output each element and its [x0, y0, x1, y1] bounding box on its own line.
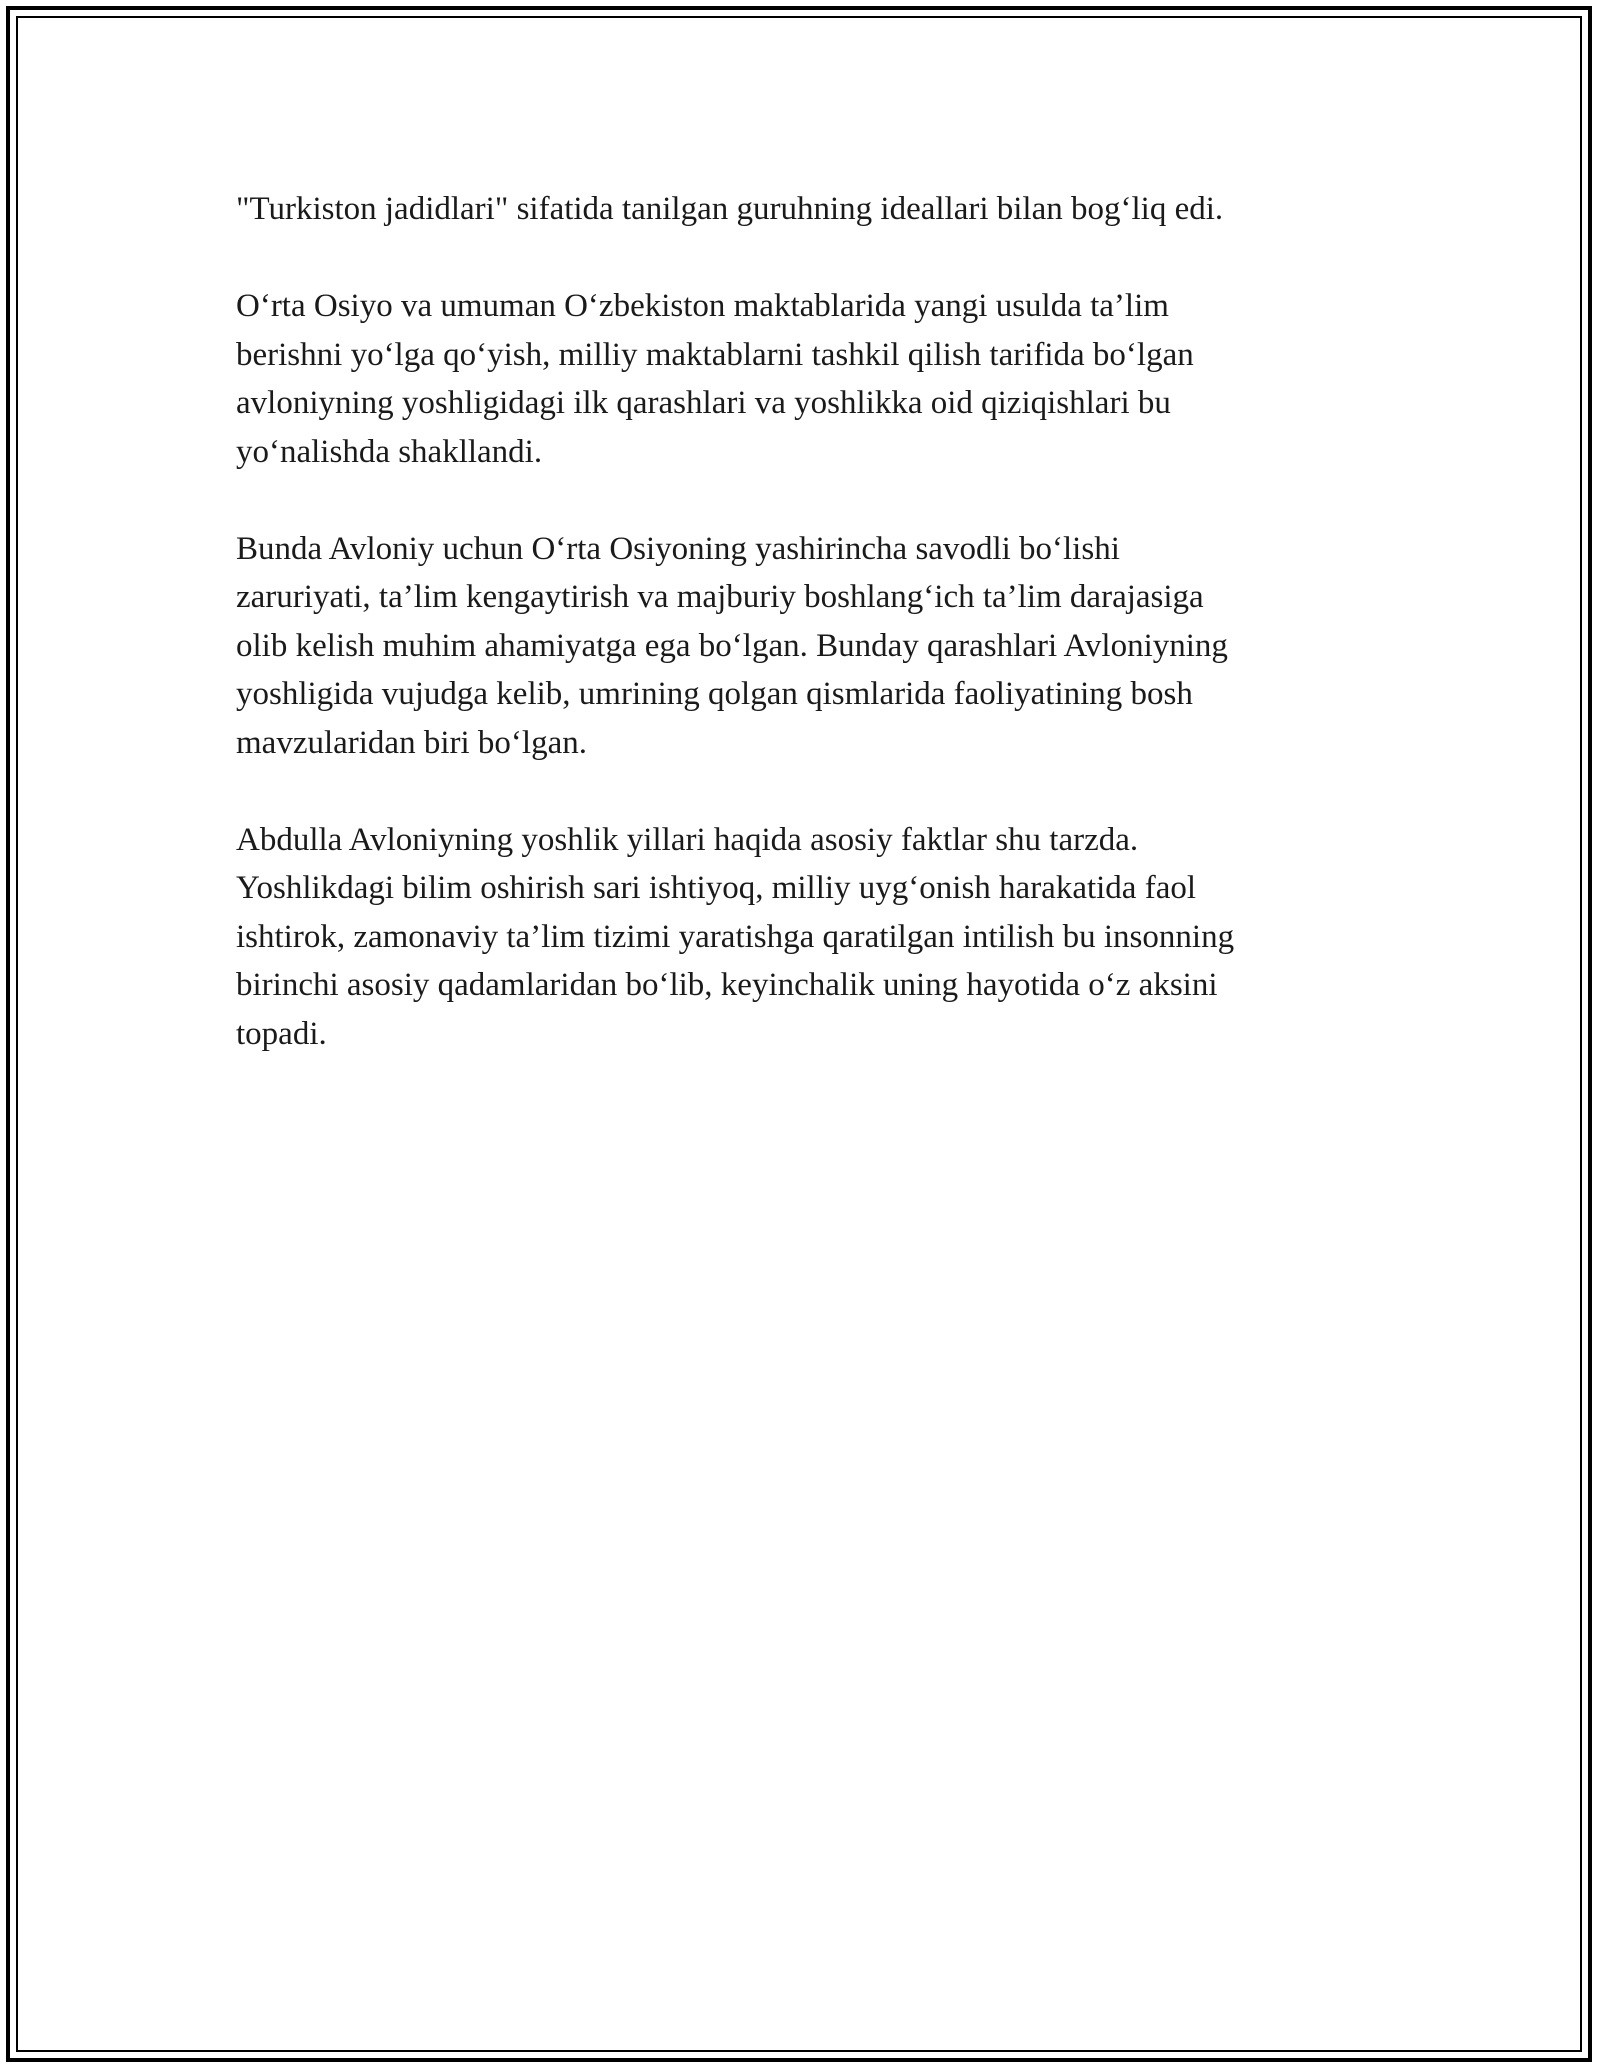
paragraph-4: Abdulla Avloniyning yoshlik yillari haqida asosiy faktlar shu tarzda. Yoshlikdagi bilim oshirish sari ishtiyoq, milliy uyg‘onish harakatida faol ishtirok, zamonaviy ta’lim tizimi yaratishga qaratilgan intilish bu insonning birinchi asosiy qadamlaridan bo‘lib, keyinchalik uning hayotida o‘z aksini topadi.: [236, 821, 1235, 1052]
document-body: [236, 185, 1366, 1107]
paragraph-1: "Turkiston jadidlari" sifatida tanilgan guruhning ideallari bilan bog‘liq edi.: [236, 191, 1224, 227]
paragraph-2: O‘rta Osiyo va umuman O‘zbekiston maktablarida yangi usulda ta’lim berishni yo‘lga qo‘yish, milliy maktablarni tashkil qilish tarifida bo‘lgan avloniyning yoshligidagi ilk qarashlari va yoshlikka oid qiziqishlari bu yo‘nalishda shakllandi.: [236, 288, 1194, 470]
paragraph-3: Bunda Avloniy uchun O‘rta Osiyoning yashirincha savodli bo‘lishi zaruriyati, ta’lim kengaytirish va majburiy boshlang‘ich ta’lim darajasiga olib kelish muhim ahamiyatga ega bo‘lgan. Bunday qarashlari Avloniyning yoshligida vujudga kelib, umrining qolgan qismlarida faoliyatining bosh mavzularidan biri bo‘lgan.: [236, 530, 1228, 761]
